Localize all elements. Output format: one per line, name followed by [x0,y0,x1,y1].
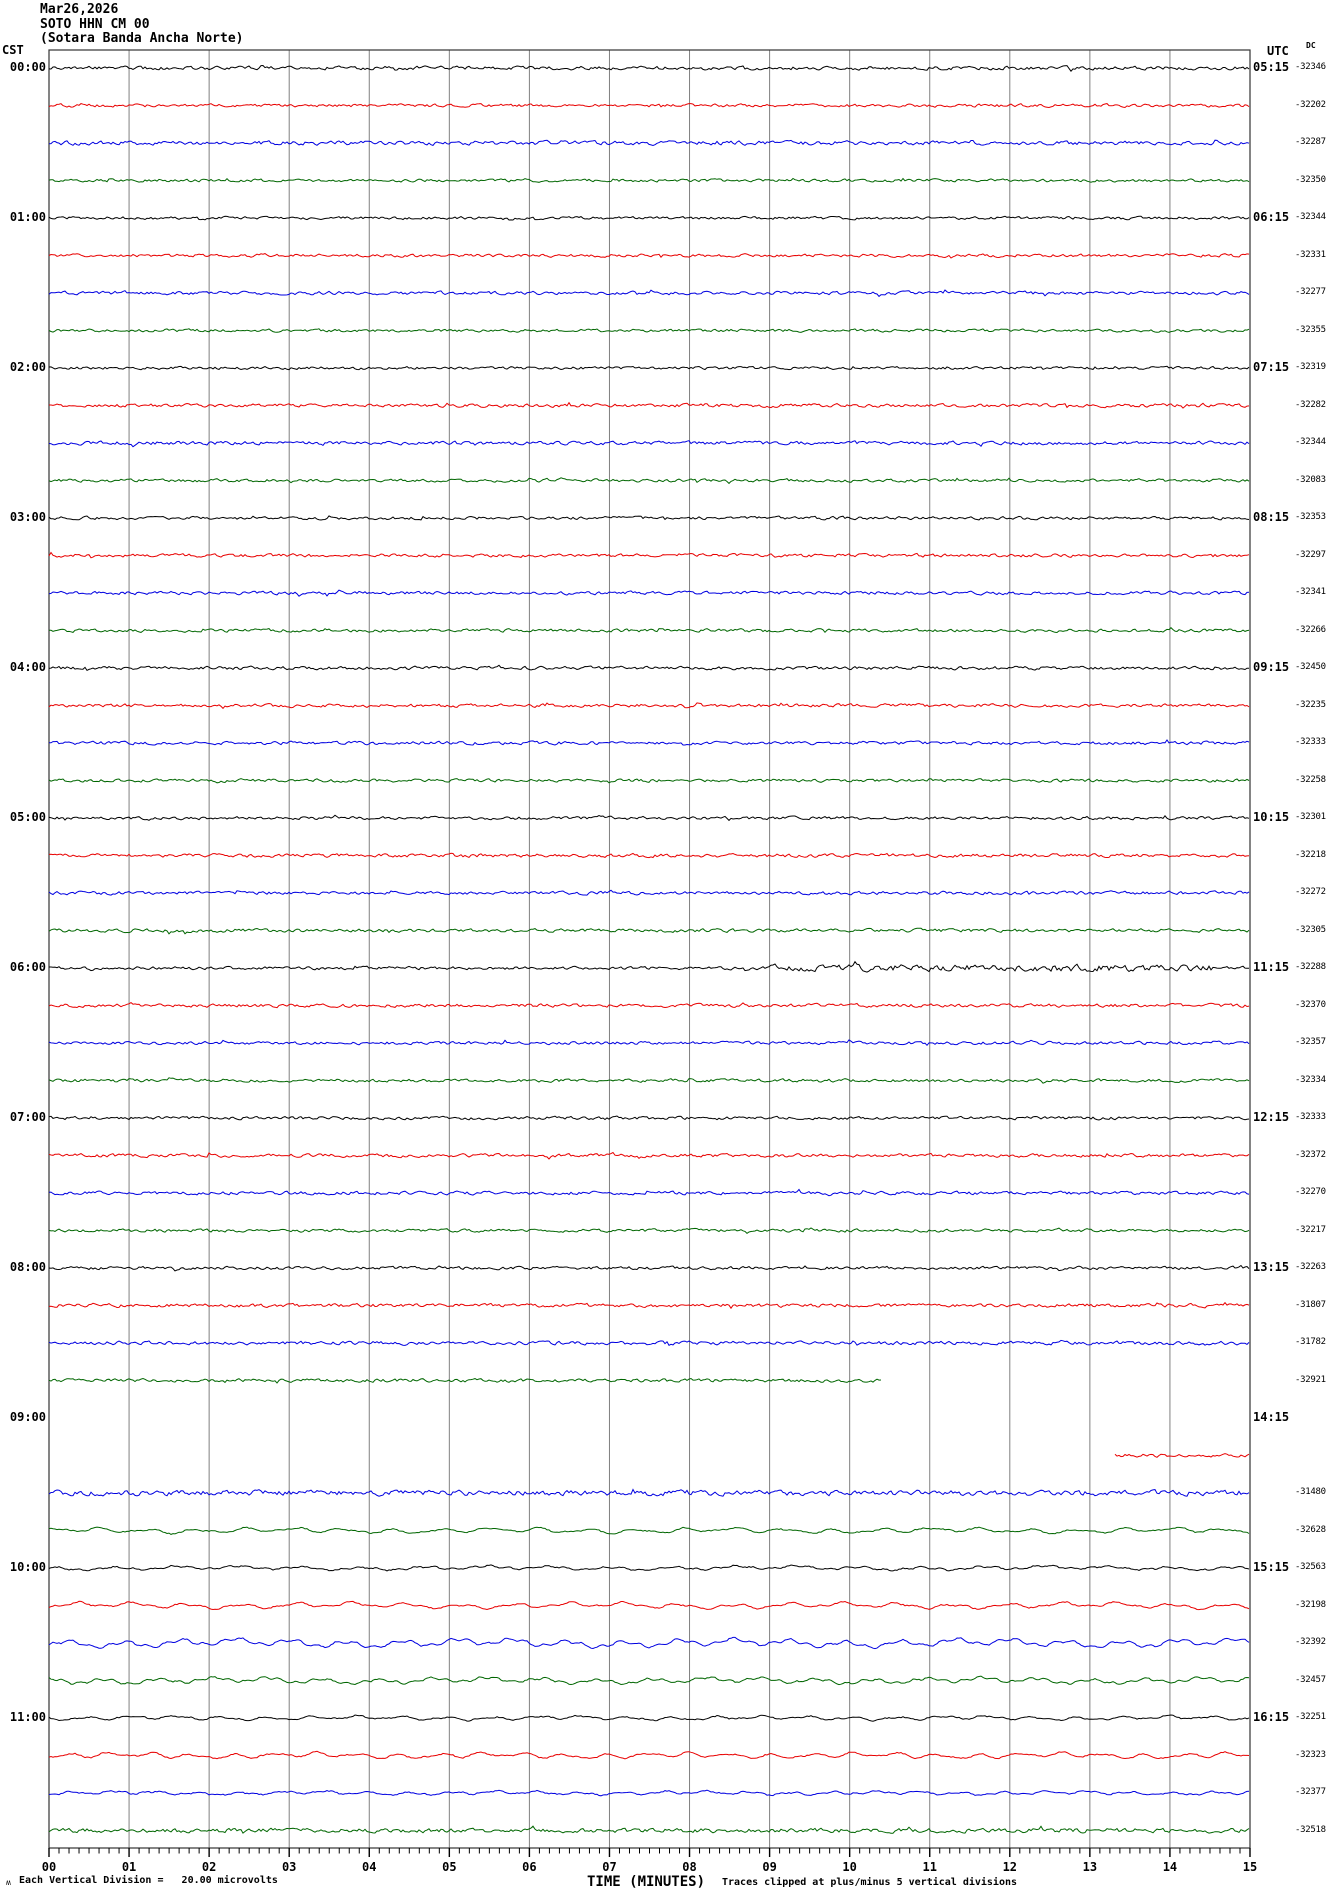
cst-time-label: 00:00 [9,60,46,74]
seismo-trace-19 [49,740,1249,745]
seismo-trace-39 [49,1490,1249,1497]
dc-value: -32370 [1295,999,1326,1010]
dc-value: -32202 [1295,99,1326,110]
dc-value: -32518 [1295,1824,1326,1835]
x-tick-label: 04 [362,1860,377,1874]
x-tick-label: 12 [1002,1860,1018,1874]
dc-value: -32217 [1295,1224,1326,1235]
x-tick-label: 02 [201,1860,217,1874]
dc-value: -32333 [1295,1112,1326,1122]
seismo-trace-45 [49,1715,1249,1721]
left-axis-title: CST [2,43,24,57]
seismo-trace-7 [49,290,1249,296]
seismo-trace-35 [49,1340,1249,1345]
dc-value: -32235 [1295,699,1326,710]
seismo-trace-9 [49,366,1249,369]
utc-time-label: 14:15 [1253,1410,1290,1424]
utc-time-label: 10:15 [1253,810,1290,824]
cst-time-label: 01:00 [9,210,46,224]
utc-time-label: 07:15 [1253,360,1290,374]
cst-time-label: 07:00 [9,1110,46,1124]
title-date: Mar26,2026 [40,2,119,17]
x-tick-label: 07 [602,1860,617,1874]
footer-scale-note: Each Vertical Division = 20.00 microvolts [19,1875,278,1886]
seismo-trace-4 [49,179,1249,183]
seismo-trace-32 [49,1228,1249,1233]
seismo-trace-31 [49,1190,1249,1196]
seismo-trace-2 [49,104,1249,108]
seismo-trace-27 [49,1040,1249,1045]
dc-value: -32344 [1295,437,1326,447]
title-station: SOTO HHN CM 00 [40,16,150,32]
seismo-trace-16 [49,628,1249,633]
dc-value: -32218 [1295,849,1326,860]
seismo-trace-11 [49,441,1249,447]
dc-value: -32287 [1295,137,1326,147]
dc-value: -32083 [1295,474,1326,485]
dc-value: -32305 [1295,924,1326,935]
x-tick-label: 06 [522,1860,537,1874]
seismo-trace-36 [49,1379,881,1384]
dc-value: -32563 [1295,1562,1326,1572]
seismo-trace-15 [49,590,1249,596]
x-tick-label: 14 [1162,1860,1178,1874]
cst-time-label: 04:00 [9,660,46,674]
seismo-trace-28 [49,1078,1249,1083]
dc-value: -32251 [1295,1712,1326,1722]
utc-time-label: 06:15 [1253,210,1290,224]
cst-time-label: 08:00 [9,1260,46,1274]
x-tick-label: 03 [281,1860,297,1874]
dc-value: -32323 [1295,1749,1326,1760]
x-tick-label: 10 [842,1860,857,1874]
x-tick-label: 08 [682,1860,697,1874]
dc-value: -32628 [1295,1524,1326,1535]
seismo-trace-43 [49,1637,1249,1648]
plot-border [49,50,1250,1848]
footer-mark: ʍ [6,1878,11,1887]
seismo-trace-41 [49,1565,1249,1571]
footer-clip-note: Traces clipped at plus/minus 5 vertical divisions [722,1877,1018,1888]
x-tick-label: 05 [442,1860,457,1874]
dc-value: -32266 [1295,624,1326,635]
seismo-trace-12 [49,478,1249,484]
x-tick-label: 00 [41,1860,57,1874]
seismo-trace-25 [49,962,1249,972]
x-tick-label: 15 [1242,1860,1258,1874]
seismo-trace-1 [49,66,1249,72]
utc-time-label: 05:15 [1253,60,1290,74]
x-tick-label: 13 [1082,1860,1098,1874]
dc-value: -32450 [1295,662,1326,672]
seismo-trace-47 [49,1790,1249,1796]
dc-value: -32921 [1295,1374,1326,1385]
cst-time-label: 06:00 [9,960,46,974]
dc-value: -32377 [1295,1787,1326,1797]
cst-time-label: 11:00 [9,1710,46,1724]
seismo-trace-42 [49,1601,1249,1609]
seismo-trace-20 [49,779,1249,783]
dc-value: -32258 [1295,774,1326,785]
x-axis-title: TIME (MINUTES) [587,1874,706,1890]
seismo-trace-33 [49,1266,1249,1271]
dc-value: -31782 [1295,1337,1326,1347]
seismo-trace-22 [49,853,1249,857]
seismo-trace-21 [49,815,1249,820]
x-tick-label: 11 [922,1860,937,1874]
seismo-trace-5 [49,216,1249,220]
dc-value: -32334 [1295,1074,1326,1085]
dc-value: -31480 [1295,1487,1326,1497]
dc-value: -32341 [1295,587,1326,597]
seismo-trace-29 [49,1116,1249,1120]
dc-value: -32319 [1295,362,1326,372]
dc-value: -32331 [1295,249,1326,260]
cst-time-label: 09:00 [9,1410,46,1424]
seismo-trace-23 [49,890,1249,895]
dc-value: -32288 [1295,962,1326,972]
dc-value: -32353 [1295,512,1326,522]
seismo-trace-8 [49,329,1249,333]
utc-time-label: 13:15 [1253,1260,1290,1274]
cst-time-label: 03:00 [9,510,46,524]
seismo-trace-34 [49,1303,1249,1309]
seismo-trace-40 [49,1527,1249,1534]
cst-time-label: 05:00 [9,810,46,824]
dc-value: -32333 [1295,737,1326,747]
dc-value: -32272 [1295,887,1326,897]
seismo-trace-10 [49,403,1249,408]
utc-time-label: 12:15 [1253,1110,1290,1124]
dc-value: -32263 [1295,1262,1326,1272]
dc-value: -32392 [1295,1637,1326,1647]
seismo-trace-13 [49,516,1249,520]
dc-value: -31807 [1295,1299,1326,1310]
seismo-trace-3 [49,140,1249,145]
seismo-trace-24 [49,928,1249,934]
dc-value: -32270 [1295,1187,1326,1197]
cst-time-label: 10:00 [9,1560,46,1574]
seismo-trace-38 [1115,1454,1249,1458]
seismo-trace-14 [49,553,1249,558]
utc-time-label: 16:15 [1253,1710,1290,1724]
utc-time-label: 08:15 [1253,510,1290,524]
title-subtitle: (Sotara Banda Ancha Norte) [40,31,244,46]
seismo-trace-26 [49,1003,1249,1008]
seismo-trace-44 [49,1676,1249,1685]
x-tick-label: 09 [762,1860,777,1874]
seismo-trace-46 [49,1751,1249,1759]
dc-value: -32282 [1295,399,1326,410]
dc-value: -32350 [1295,174,1326,185]
dc-value: -32344 [1295,212,1326,222]
dc-value: -32372 [1295,1149,1326,1160]
utc-time-label: 09:15 [1253,660,1290,674]
seismo-trace-17 [49,665,1249,670]
dc-value: -32457 [1295,1674,1326,1685]
seismo-trace-6 [49,254,1249,258]
utc-time-label: 15:15 [1253,1560,1290,1574]
dc-column-header: DC [1306,41,1316,50]
seismo-trace-48 [49,1826,1249,1833]
seismo-trace-18 [49,703,1249,709]
dc-value: -32301 [1295,812,1326,822]
x-tick-label: 01 [121,1860,137,1874]
dc-value: -32297 [1295,549,1326,560]
right-axis-title: UTC [1267,44,1289,58]
dc-value: -32357 [1295,1037,1326,1047]
utc-time-label: 11:15 [1253,960,1290,974]
dc-value: -32198 [1295,1599,1326,1610]
seismo-trace-30 [49,1153,1249,1160]
cst-time-label: 02:00 [9,360,46,374]
dc-value: -32346 [1295,62,1326,72]
dc-value: -32277 [1295,287,1326,297]
dc-value: -32355 [1295,324,1326,335]
